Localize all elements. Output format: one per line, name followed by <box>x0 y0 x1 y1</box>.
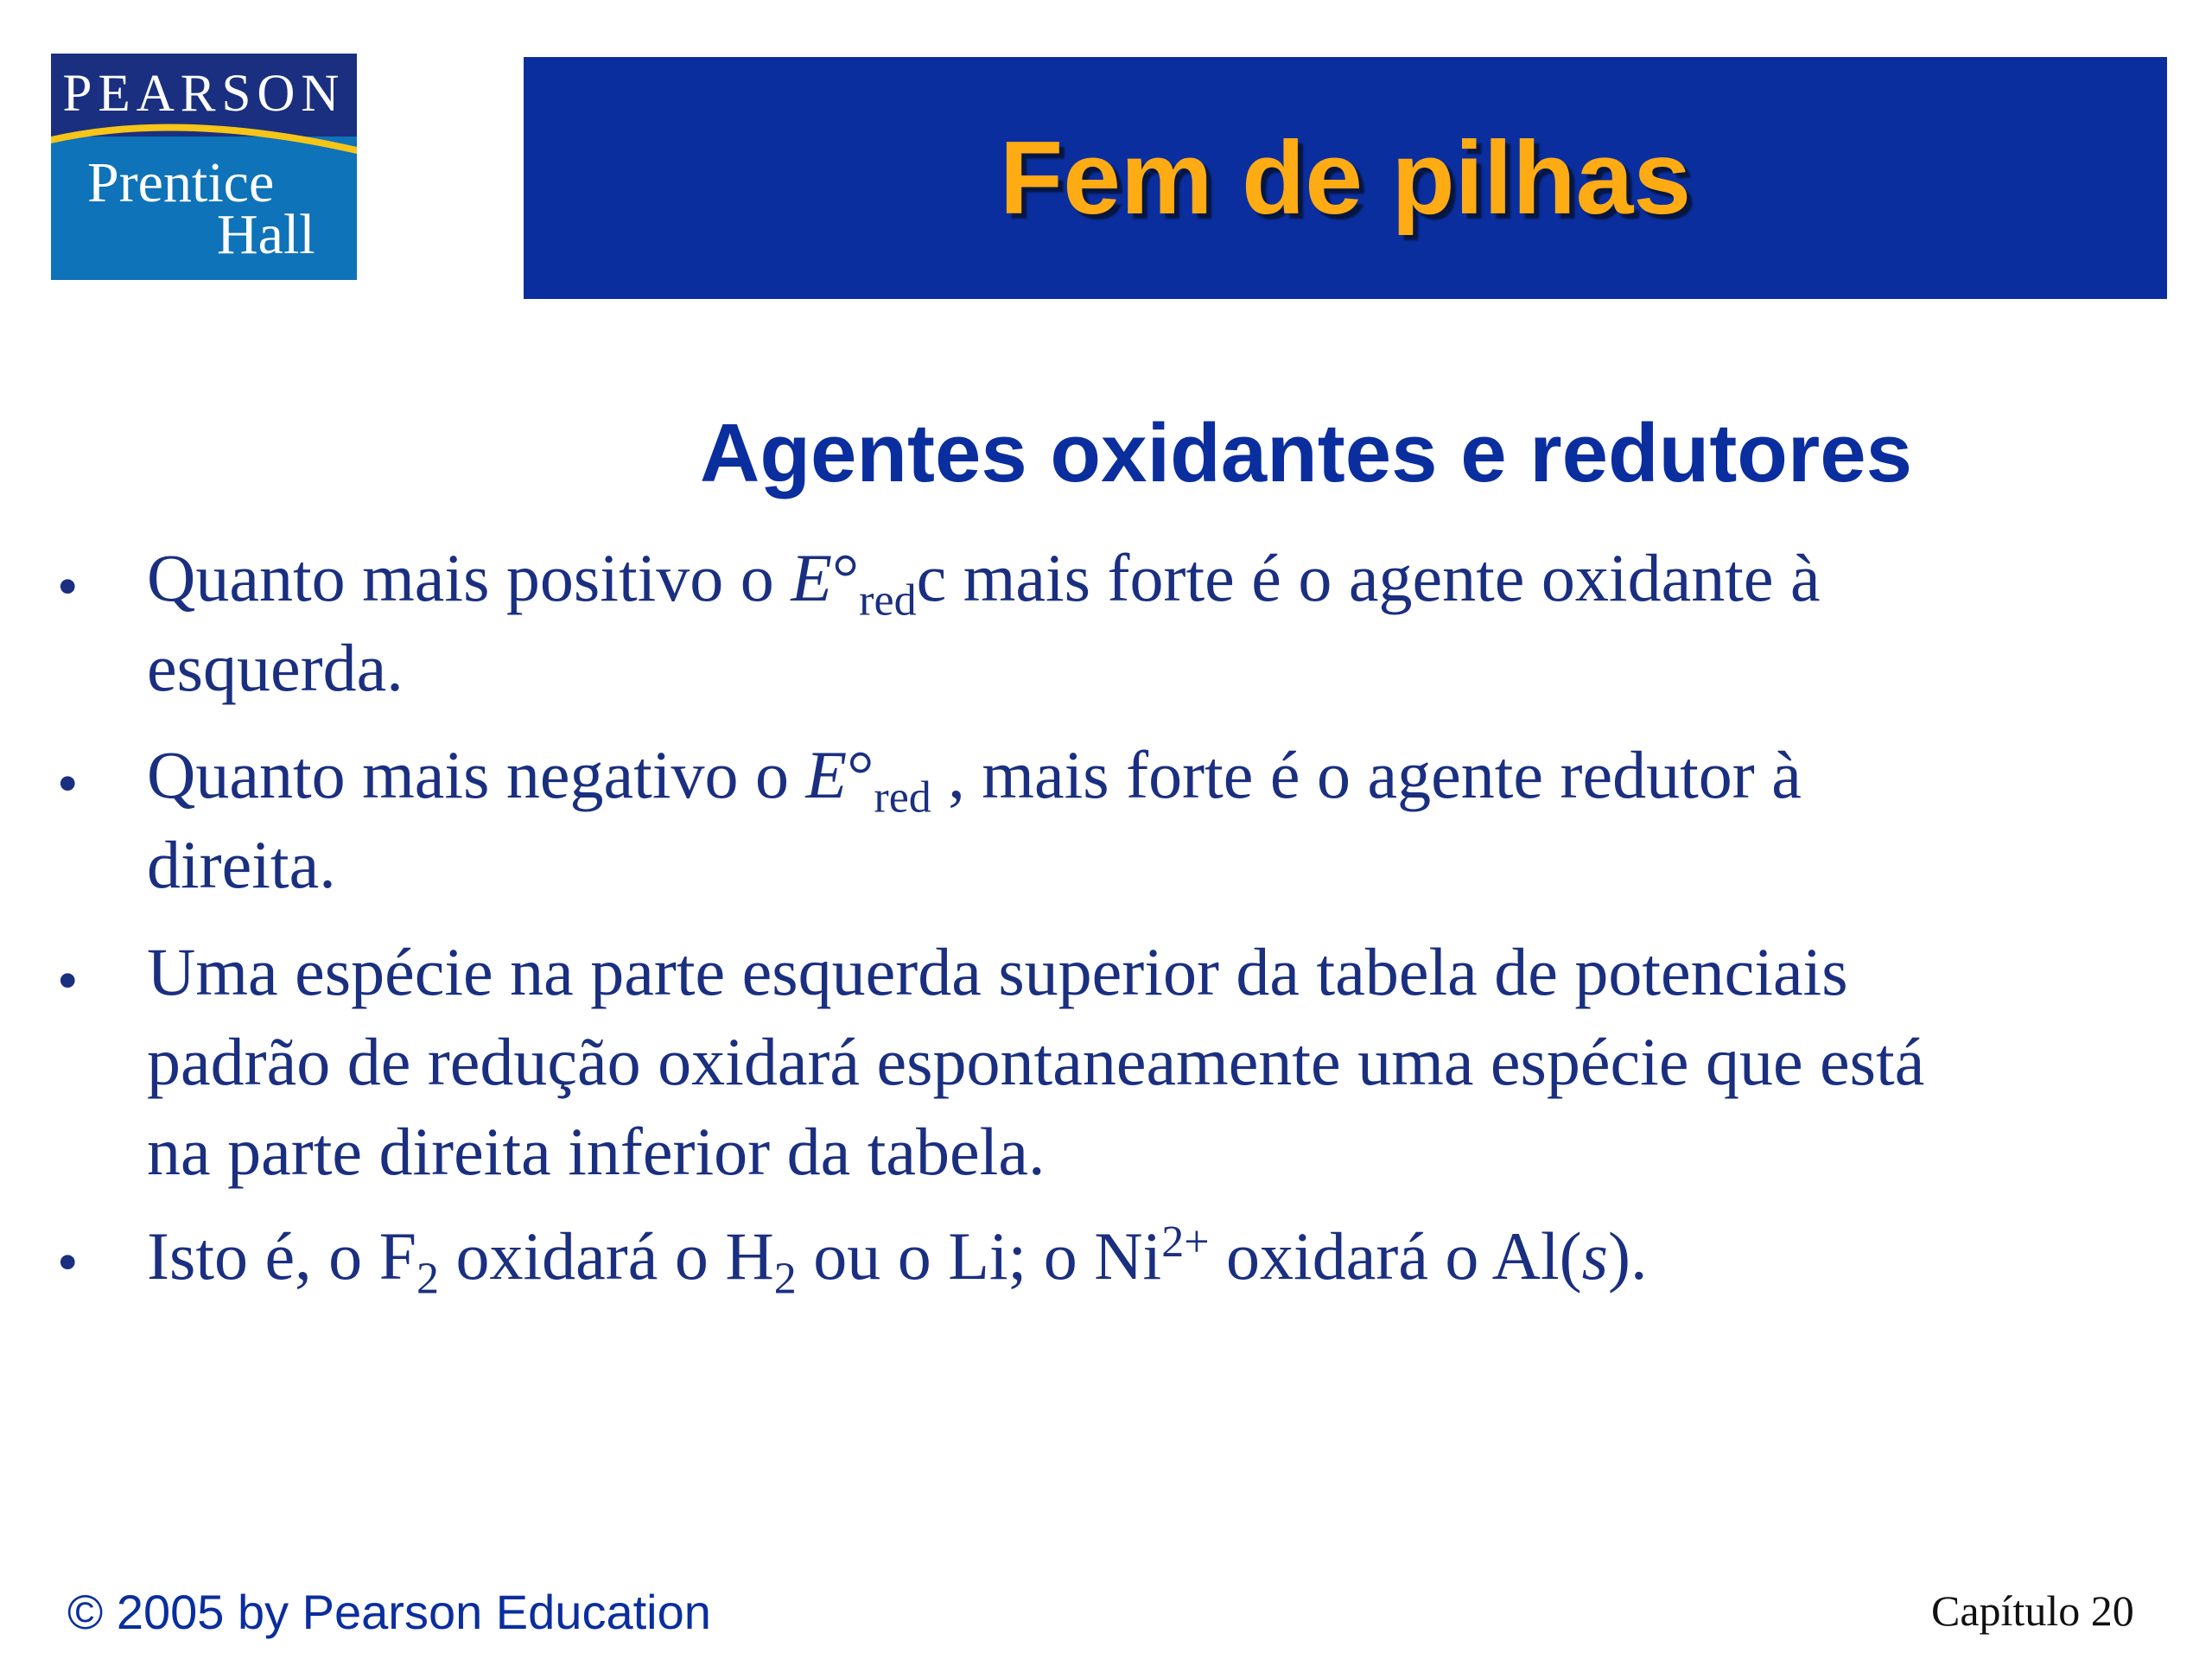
bullet-marker: • <box>57 948 79 1014</box>
bullet-1-subscript: red <box>859 575 917 626</box>
bullet-4-sub-2: 2 <box>773 1254 797 1304</box>
bullet-1-line-1 <box>147 540 1821 626</box>
footer-chapter: Capítulo 20 <box>1931 1586 2134 1635</box>
bullet-4-text-a: Isto é, o F <box>147 1218 416 1294</box>
bullet-2-degree: ° <box>847 737 874 812</box>
bullet-2-line-1 <box>147 737 1802 823</box>
bullet-2-line-2: direita. <box>147 827 336 902</box>
logo-line-1: Prentice <box>87 151 275 214</box>
bullet-4-text-b: oxidará o H <box>439 1218 774 1294</box>
bullet-4-line-1 <box>147 1217 1648 1304</box>
bullet-1-line-2: esquerda. <box>147 630 404 705</box>
slide-subtitle: Agentes oxidantes e redutores <box>700 407 1913 499</box>
bullet-2-text-b: , mais forte é o agente redutor à <box>931 737 1802 812</box>
bullet-2-text-a: Quanto mais negativo o <box>147 737 806 812</box>
logo-word: PEARSON <box>62 65 346 123</box>
bullet-marker: • <box>57 751 79 817</box>
bullet-4-italic-s: s <box>1581 1218 1608 1294</box>
bullet-1-text-b: c mais forte é o agente oxidante à <box>916 540 1821 615</box>
bullet-3-line-2: padrão de redução oxidará espontaneamente uma espécie que está <box>147 1024 1925 1099</box>
bullet-marker: • <box>57 1230 79 1296</box>
bullet-4-text-c: ou o Li; o Ni <box>796 1218 1162 1294</box>
bullet-2-subscript: red <box>874 772 931 823</box>
bullet-4-text-d: oxidará o Al( <box>1209 1218 1582 1294</box>
bullet-1-e-symbol: E <box>791 540 832 615</box>
bullet-marker: • <box>57 554 79 620</box>
bullet-4-sub-1: 2 <box>416 1254 439 1304</box>
bullet-3-line-3: na parte direita inferior da tabela. <box>147 1114 1046 1189</box>
footer-copyright: © 2005 by Pearson Education <box>67 1585 711 1639</box>
bullet-1-degree: ° <box>831 540 860 615</box>
bullet-4-text-e: ). <box>1607 1218 1648 1294</box>
bullet-3-line-1: Uma espécie na parte esquerda superior da tabela de potenciais <box>147 934 1848 1009</box>
slide-title: Fem de pilhas <box>999 120 1692 236</box>
bullet-1-text-a: Quanto mais positivo o <box>147 540 791 615</box>
logo-line-2: Hall <box>217 203 315 266</box>
bullet-2-e-symbol: E <box>805 737 848 812</box>
bullet-4-superscript: 2+ <box>1161 1217 1210 1267</box>
